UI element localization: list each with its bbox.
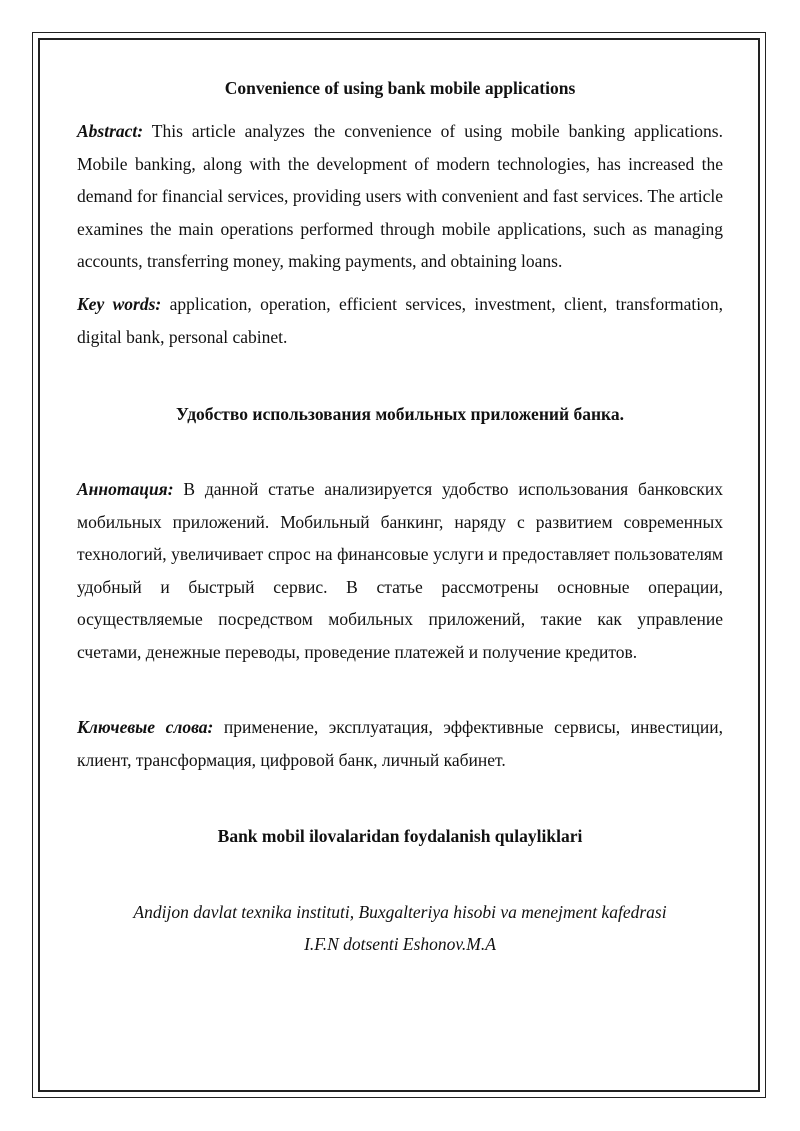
russian-abstract-label: Аннотация: [77,479,174,499]
uzbek-title: Bank mobil ilovalaridan foydalanish qulayliklari [217,826,583,846]
english-abstract-label: Abstract: [77,121,144,141]
author-affiliation: Andijon davlat texnika instituti, Buxgalteriya hisobi va menejment kafedrasi [133,902,667,922]
russian-keywords-label: Ключевые слова: [77,717,214,737]
author-name: I.F.N dotsenti Eshonov.M.A [304,934,496,954]
english-title: Convenience of using bank mobile applications [224,78,576,98]
english-abstract [77,115,723,278]
english-keywords-label: Key words: [77,294,162,314]
russian-abstract-text: В данной статье анализируется удобство использования банковских мобильных приложений. Мобильный банкинг, наряду с развитием современных технологий, увеличивает спрос на финансовые услуги и предоставляет пользователям удобный и быстрый сервис. В статье рассмотрены основные операции, осуществляемые посредством мобильных приложений, такие как управление счетами, денежные переводы, проведение платежей и получение кредитов. [77,479,723,662]
english-keywords-text: application, operation, efficient services, investment, client, transformation, digital bank, personal cabinet. [77,294,724,347]
russian-abstract [77,473,723,668]
russian-keywords [77,711,723,776]
russian-title: Удобство использования мобильных приложений банка. [176,404,624,424]
english-keywords [77,288,723,353]
russian-keywords-text: применение, эксплуатация, эффективные сервисы, инвестиции, клиент, трансформация, цифровой банк, личный кабинет. [77,717,723,770]
english-abstract-text: This article analyzes the convenience of using mobile banking applications. Mobile banking, along with the development of modern technologies, has increased the demand for financial services, providing users with convenient and fast services. The article examines the main operations performed through mobile applications, such as managing accounts, transferring money, making payments, and obtaining loans. [77,121,723,271]
